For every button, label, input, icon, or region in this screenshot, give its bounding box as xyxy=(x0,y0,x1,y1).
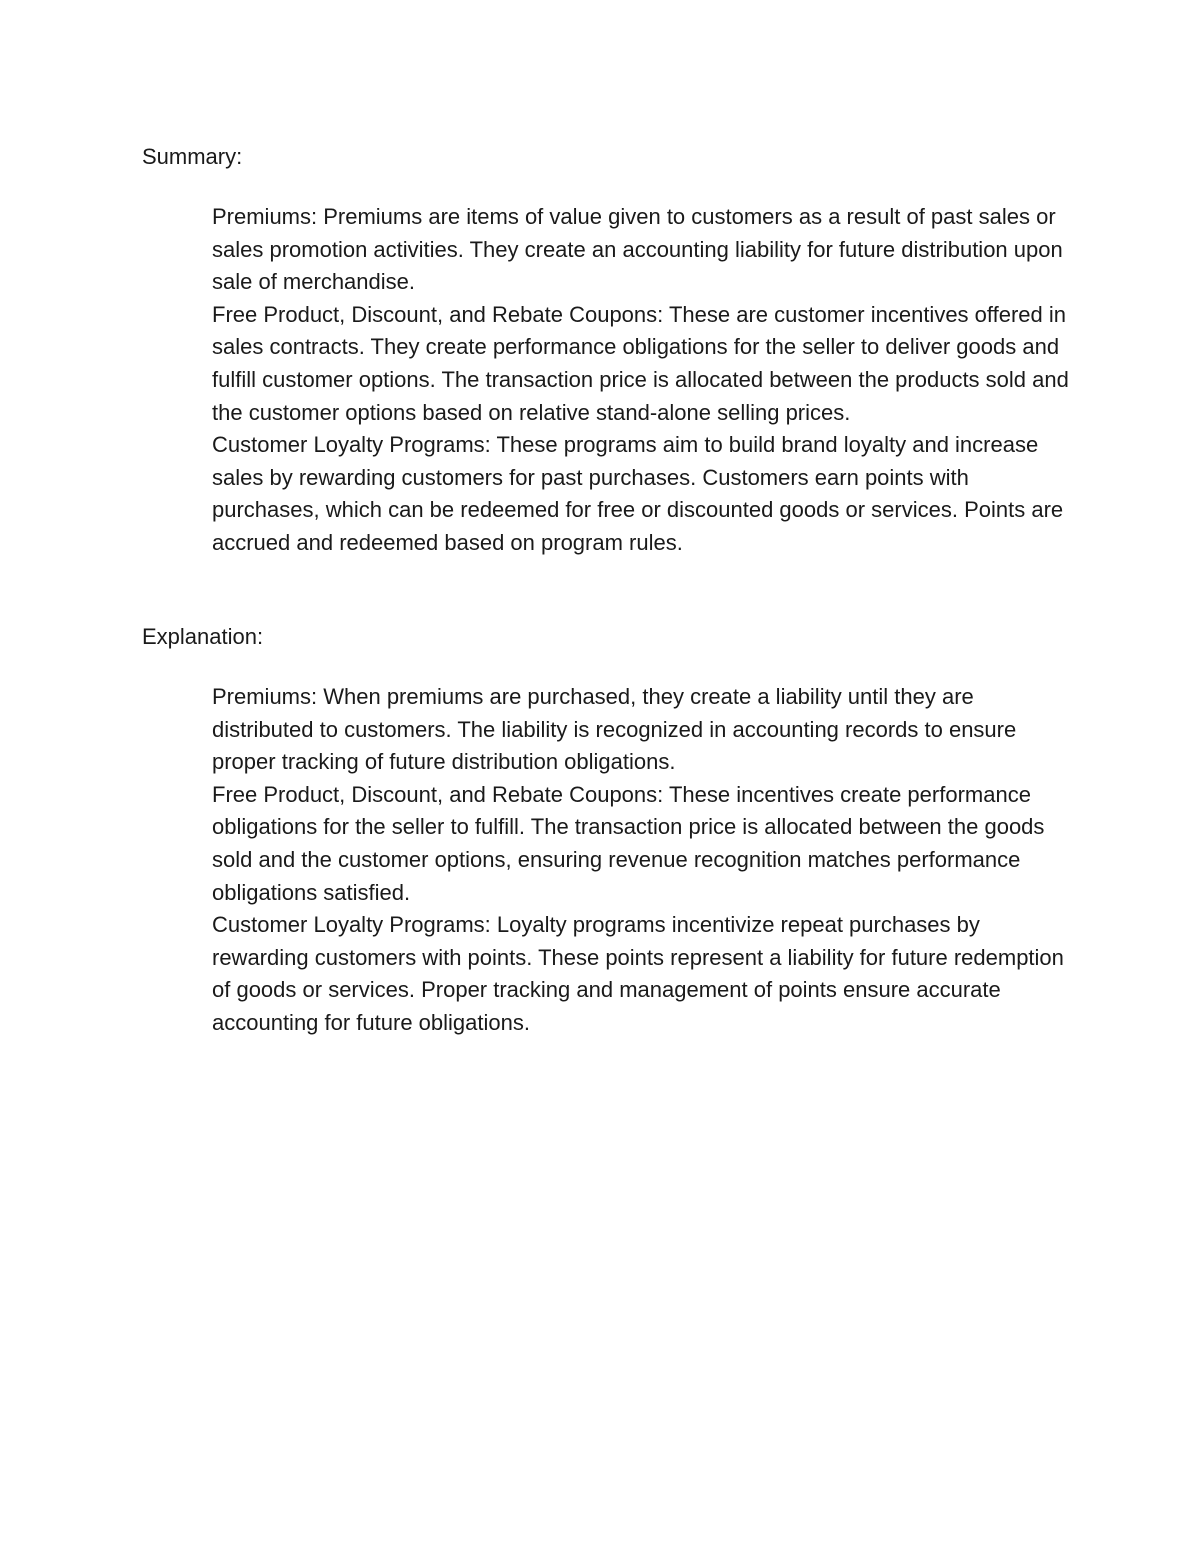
explanation-section xyxy=(212,681,1072,1040)
explanation-premiums-paragraph: Premiums: When premiums are purchased, they create a liability until they are distributed to customers. The liability is recognized in accounting records to ensure proper tracking of future distribution obligations. xyxy=(212,684,1017,775)
summary-section xyxy=(212,201,1072,560)
explanation-coupons-paragraph: Free Product, Discount, and Rebate Coupons: These incentives create performance obligations for the seller to fulfill. The transaction price is allocated between the goods sold and the customer options, ensuring revenue recognition matches performance obligations satisfied. xyxy=(212,781,1045,905)
summary-coupons-paragraph: Free Product, Discount, and Rebate Coupons: These are customer incentives offered in sales contracts. They create performance obligations for the seller to deliver goods and fulfill customer options. The transaction price is allocated between the products sold and the customer options based on relative stand-alone selling prices. xyxy=(212,301,1069,425)
summary-heading: Summary: xyxy=(142,144,243,169)
explanation-heading: Explanation: xyxy=(142,624,264,649)
summary-premiums-paragraph: Premiums: Premiums are items of value given to customers as a result of past sales or sales promotion activities. They create an accounting liability for future distribution upon sale of merchandise. xyxy=(212,204,1063,295)
explanation-loyalty-paragraph: Customer Loyalty Programs: Loyalty programs incentivize repeat purchases by rewarding customers with points. These points represent a liability for future redemption of goods or services. Proper tracking and management of points ensure accurate accounting for future obligations. xyxy=(212,912,1064,1035)
summary-loyalty-paragraph: Customer Loyalty Programs: These programs aim to build brand loyalty and increase sales by rewarding customers for past purchases. Customers earn points with purchases, which can be redeemed for free or discounted goods or services. Points are accrued and redeemed based on program rules. xyxy=(212,432,1064,555)
